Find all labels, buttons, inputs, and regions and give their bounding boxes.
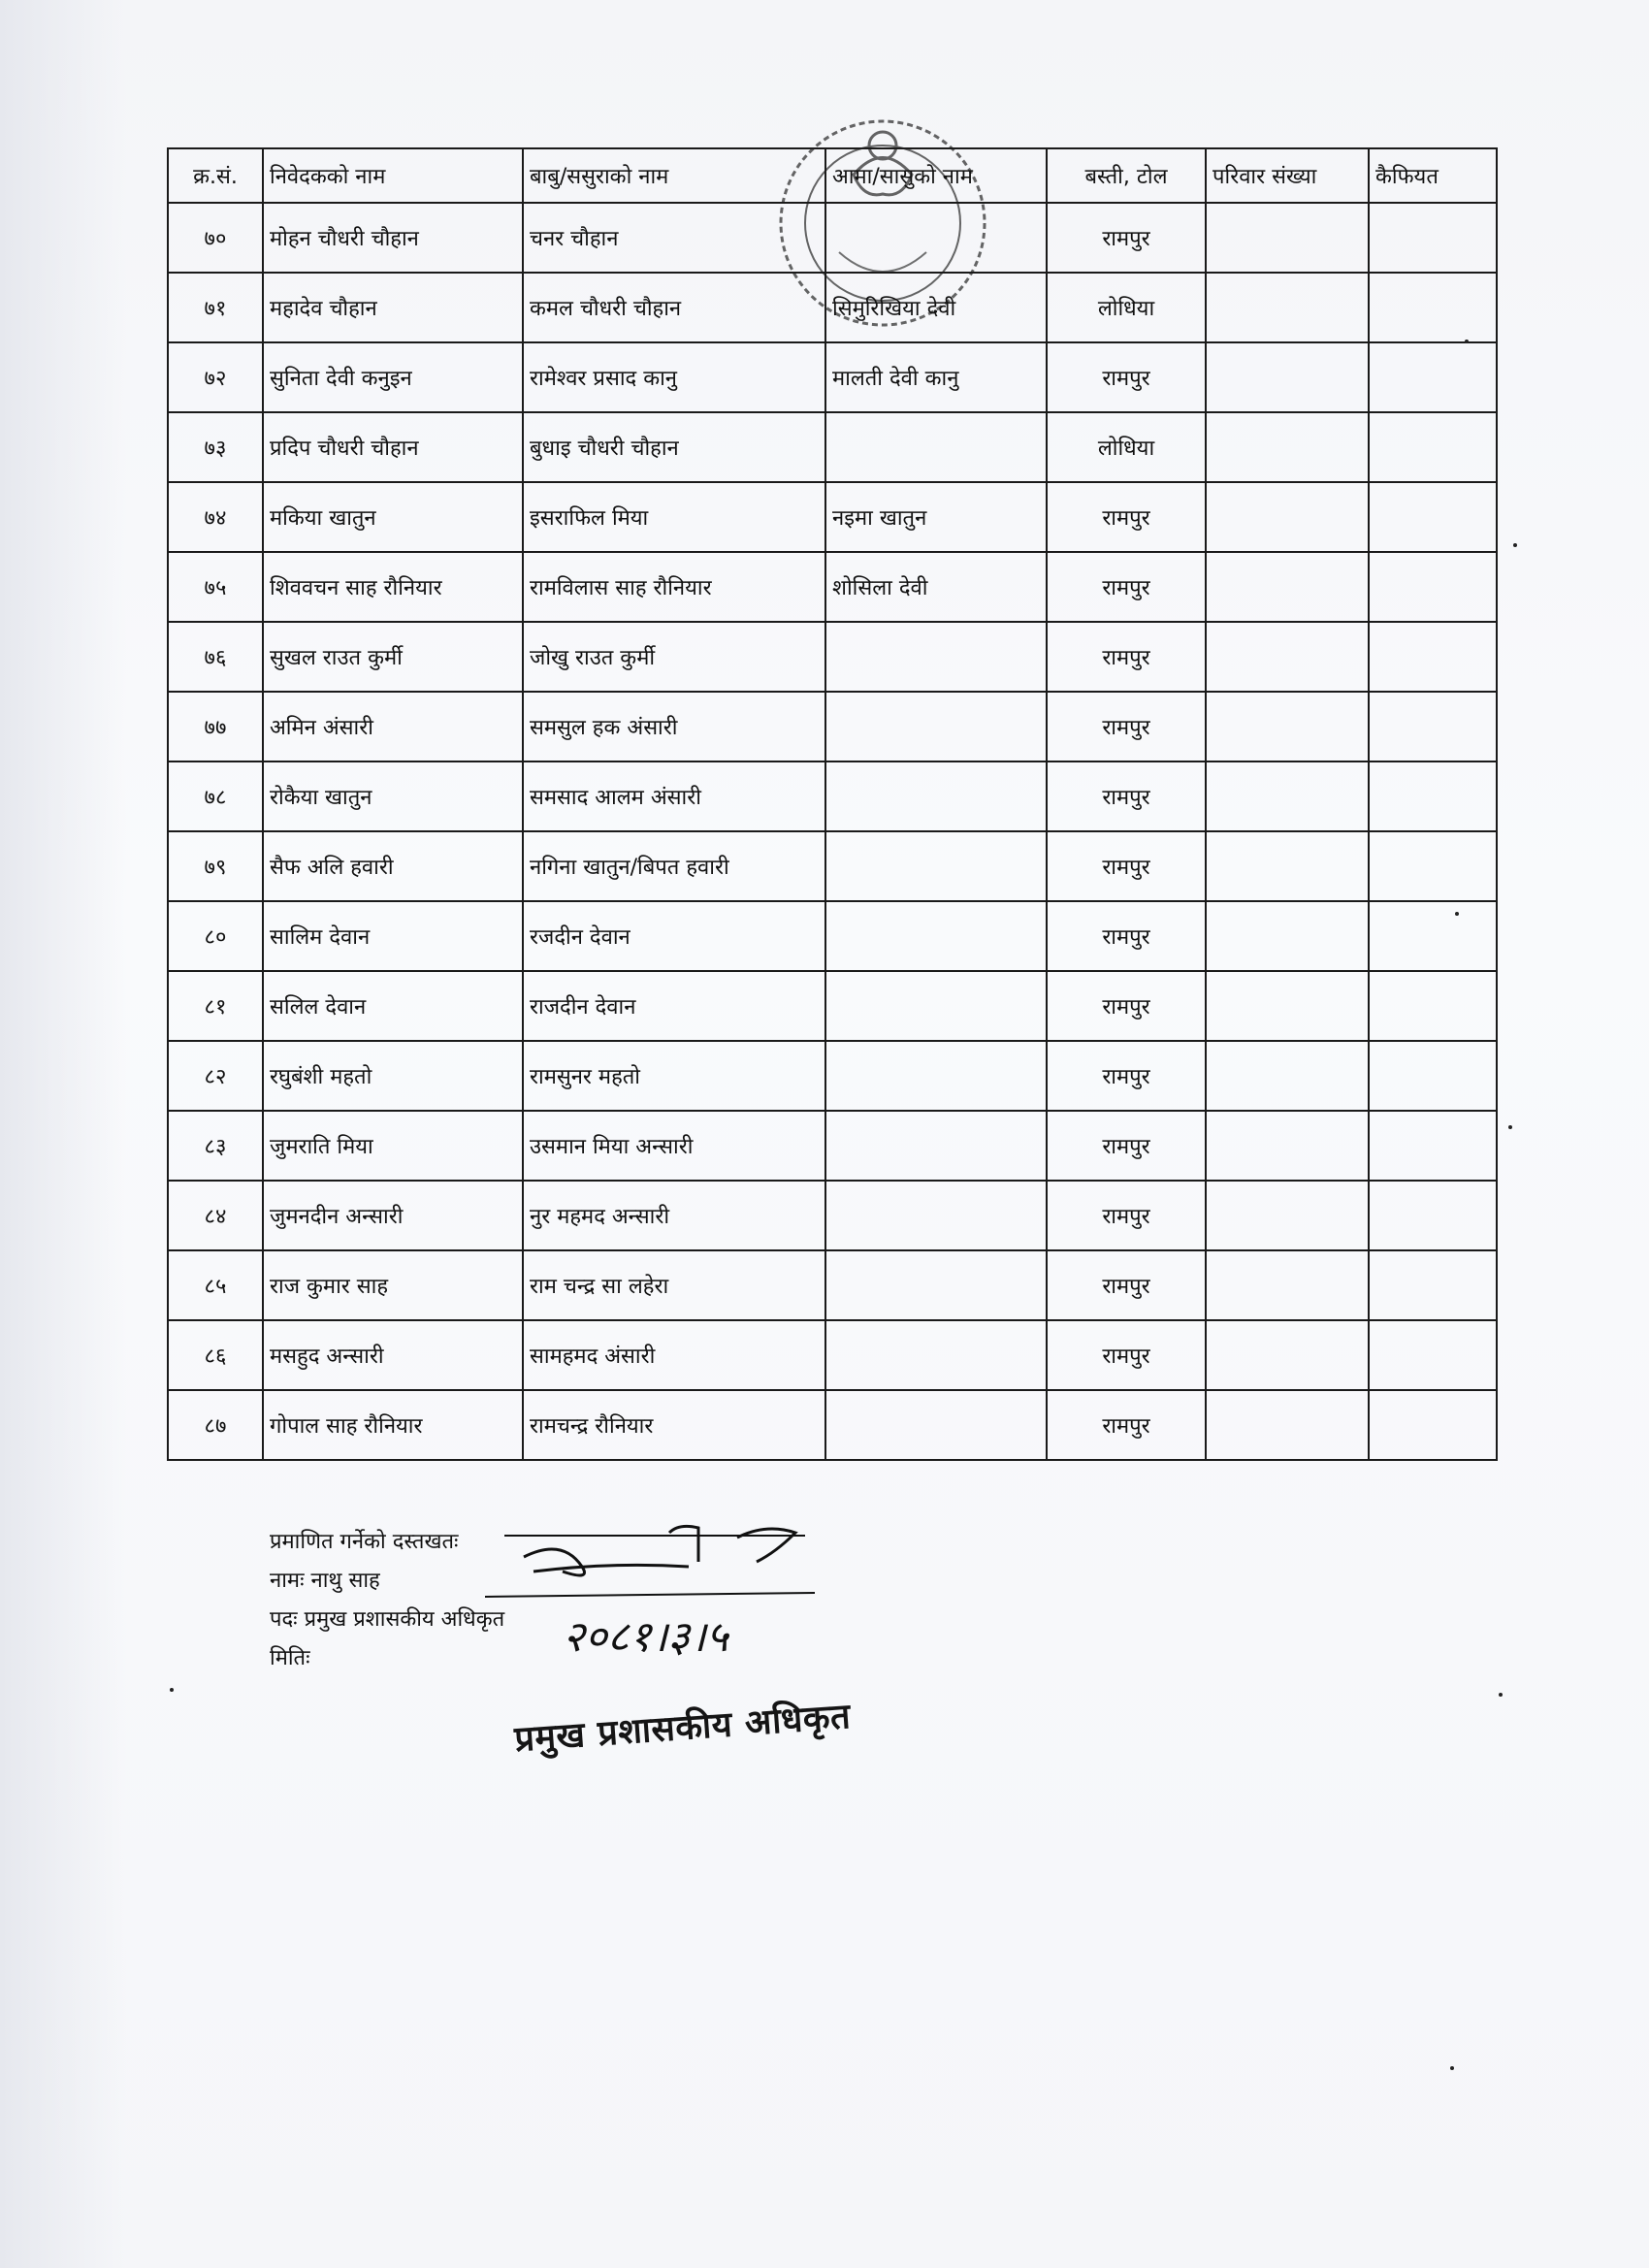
page-fold-shadow [0,0,126,2268]
cell-remarks [1369,622,1497,692]
cell-father: बुधाइ चौधरी चौहान [523,412,825,482]
cell-father: नगिना खातुन/बिपत हवारी [523,831,825,901]
cell-sn: ८७ [168,1390,263,1460]
cell-father: रजदीन देवान [523,901,825,971]
cell-place: रामपुर [1047,482,1206,552]
cell-family [1206,203,1369,273]
cell-applicant: जुमनदीन अन्सारी [263,1181,523,1250]
cell-father: रामेश्वर प्रसाद कानु [523,342,825,412]
cell-place: रामपुर [1047,1250,1206,1320]
cell-place: रामपुर [1047,1111,1206,1181]
office-title-stamp: प्रमुख प्रशासकीय अधिकृत [513,1696,853,1761]
cell-mother [825,1111,1047,1181]
cell-father: नुर महमद अन्सारी [523,1181,825,1250]
table-header-row [168,148,1497,203]
cell-applicant: सैफ अलि हवारी [263,831,523,901]
cell-place: रामपुर [1047,692,1206,761]
cell-mother [825,971,1047,1041]
cell-family [1206,1250,1369,1320]
cell-applicant: सलिल देवान [263,971,523,1041]
cell-mother [825,1181,1047,1250]
cell-family [1206,1390,1369,1460]
signature-label: प्रमाणित गर्नेको दस्तखतः [270,1530,459,1554]
cell-mother [825,1041,1047,1111]
scan-speck [1499,1693,1503,1697]
cell-remarks [1369,831,1497,901]
table-row [168,1181,1497,1250]
cell-place: रामपुर [1047,971,1206,1041]
cell-mother [825,622,1047,692]
cell-family [1206,692,1369,761]
cell-father: समसुल हक अंसारी [523,692,825,761]
cell-father: राजदीन देवान [523,971,825,1041]
handwritten-date-text: २०८१।३।५ [563,1612,728,1662]
table-row [168,1041,1497,1111]
table-row [168,692,1497,761]
table-row [168,831,1497,901]
table-row [168,971,1497,1041]
cell-remarks [1369,692,1497,761]
applicant-table [167,147,1498,1461]
cell-sn: ७० [168,203,263,273]
scan-speck [1450,2066,1454,2070]
cell-father: समसाद आलम अंसारी [523,761,825,831]
cell-father: चनर चौहान [523,203,825,273]
cell-remarks [1369,1250,1497,1320]
cell-place: रामपुर [1047,831,1206,901]
cell-family [1206,1320,1369,1390]
col-header-place: बस्ती, टोल [1047,148,1206,203]
cell-remarks [1369,1181,1497,1250]
cell-family [1206,1041,1369,1111]
cell-father: राम चन्द्र सा लहेरा [523,1250,825,1320]
cell-sn: ७२ [168,342,263,412]
cell-place: रामपुर [1047,342,1206,412]
cell-applicant: गोपाल साह रौनियार [263,1390,523,1460]
cell-applicant: जुमराति मिया [263,1111,523,1181]
cell-place: रामपुर [1047,1390,1206,1460]
cell-remarks [1369,1390,1497,1460]
cell-sn: ८३ [168,1111,263,1181]
cell-father: जोखु राउत कुर्मी [523,622,825,692]
cell-mother [825,831,1047,901]
cell-mother: मालती देवी कानु [825,342,1047,412]
cell-family [1206,1181,1369,1250]
scan-speck [1455,912,1459,916]
post-label: पदः प्रमुख प्रशासकीय अधिकृत [270,1607,505,1632]
table-row [168,482,1497,552]
cell-sn: ८० [168,901,263,971]
cell-remarks [1369,342,1497,412]
table-row [168,342,1497,412]
cell-applicant: रघुबंशी महतो [263,1041,523,1111]
cell-remarks [1369,203,1497,273]
cell-sn: ८६ [168,1320,263,1390]
cell-father: रामसुनर महतो [523,1041,825,1111]
cell-sn: ७४ [168,482,263,552]
cell-applicant: सुनिता देवी कनुइन [263,342,523,412]
col-header-mother: आमा/सासुको नाम [825,148,1047,203]
cell-remarks [1369,273,1497,342]
table-row [168,203,1497,273]
cell-family [1206,901,1369,971]
scan-speck [170,1688,174,1692]
scan-speck [1465,340,1469,343]
cell-place: रामपुर [1047,901,1206,971]
cell-applicant: राज कुमार साह [263,1250,523,1320]
cell-father: इसराफिल मिया [523,482,825,552]
cell-remarks [1369,761,1497,831]
col-header-family: परिवार संख्या [1206,148,1369,203]
scan-speck [1508,1125,1512,1129]
cell-family [1206,1111,1369,1181]
table-row [168,552,1497,622]
table-row [168,1111,1497,1181]
cell-applicant: सालिम देवान [263,901,523,971]
table-row [168,412,1497,482]
table-row [168,761,1497,831]
cell-mother [825,1250,1047,1320]
cell-father: रामविलास साह रौनियार [523,552,825,622]
cell-sn: ७५ [168,552,263,622]
cell-place: रामपुर [1047,1181,1206,1250]
cell-sn: ८१ [168,971,263,1041]
cell-applicant: मोहन चौधरी चौहान [263,203,523,273]
table-row [168,1320,1497,1390]
handwritten-signature-icon [504,1518,815,1586]
cell-sn: ७१ [168,273,263,342]
cell-family [1206,273,1369,342]
cell-place: रामपुर [1047,1320,1206,1390]
cell-mother [825,901,1047,971]
cell-sn: ८४ [168,1181,263,1250]
date-label: मितिः [270,1646,310,1670]
cell-applicant: रोकैया खातुन [263,761,523,831]
cell-mother [825,412,1047,482]
cell-father: उसमान मिया अन्सारी [523,1111,825,1181]
cell-mother [825,203,1047,273]
cell-applicant: सुखल राउत कुर्मी [263,622,523,692]
cell-remarks [1369,412,1497,482]
cell-place: लोधिया [1047,412,1206,482]
cell-sn: ७६ [168,622,263,692]
cell-mother [825,692,1047,761]
cell-remarks [1369,1111,1497,1181]
cell-father: सामहमद अंसारी [523,1320,825,1390]
cell-applicant: मसहुद अन्सारी [263,1320,523,1390]
cell-sn: ८२ [168,1041,263,1111]
cell-applicant: मकिया खातुन [263,482,523,552]
cell-father: रामचन्द्र रौनियार [523,1390,825,1460]
cell-family [1206,412,1369,482]
table-row [168,1250,1497,1320]
table-row [168,1390,1497,1460]
cell-family [1206,971,1369,1041]
cell-applicant: प्रदिप चौधरी चौहान [263,412,523,482]
table-row [168,273,1497,342]
cell-place: लोधिया [1047,273,1206,342]
cell-family [1206,482,1369,552]
cell-remarks [1369,901,1497,971]
cell-mother [825,1390,1047,1460]
cell-applicant: महादेव चौहान [263,273,523,342]
cell-family [1206,831,1369,901]
cell-remarks [1369,552,1497,622]
scan-speck [1513,543,1517,547]
cell-family [1206,761,1369,831]
col-header-sn: क्र.सं. [168,148,263,203]
cell-applicant: शिववचन साह रौनियार [263,552,523,622]
certification-block [270,1523,504,1678]
cell-sn: ७३ [168,412,263,482]
col-header-applicant: निवेदकको नाम [263,148,523,203]
cell-sn: ७९ [168,831,263,901]
cell-place: रामपुर [1047,203,1206,273]
cell-mother [825,761,1047,831]
cell-sn: ७८ [168,761,263,831]
table-row [168,622,1497,692]
cell-mother: सिमुरिखिया देवी [825,273,1047,342]
cell-family [1206,622,1369,692]
cell-place: रामपुर [1047,552,1206,622]
cell-remarks [1369,482,1497,552]
cell-father: कमल चौधरी चौहान [523,273,825,342]
table-row [168,901,1497,971]
col-header-father: बाबु/ससुराको नाम [523,148,825,203]
cell-mother: नइमा खातुन [825,482,1047,552]
cell-sn: ७७ [168,692,263,761]
cell-mother: शोसिला देवी [825,552,1047,622]
handwritten-date [485,1591,834,1678]
cell-remarks [1369,1041,1497,1111]
cell-family [1206,342,1369,412]
cell-family [1206,552,1369,622]
cell-sn: ८५ [168,1250,263,1320]
cell-remarks [1369,1320,1497,1390]
cell-mother [825,1320,1047,1390]
cell-applicant: अमिन अंसारी [263,692,523,761]
cell-place: रामपुर [1047,1041,1206,1111]
cell-place: रामपुर [1047,761,1206,831]
name-label: नामः नाथु साह [270,1569,380,1593]
cell-remarks [1369,971,1497,1041]
col-header-remarks: कैफियत [1369,148,1497,203]
cell-place: रामपुर [1047,622,1206,692]
